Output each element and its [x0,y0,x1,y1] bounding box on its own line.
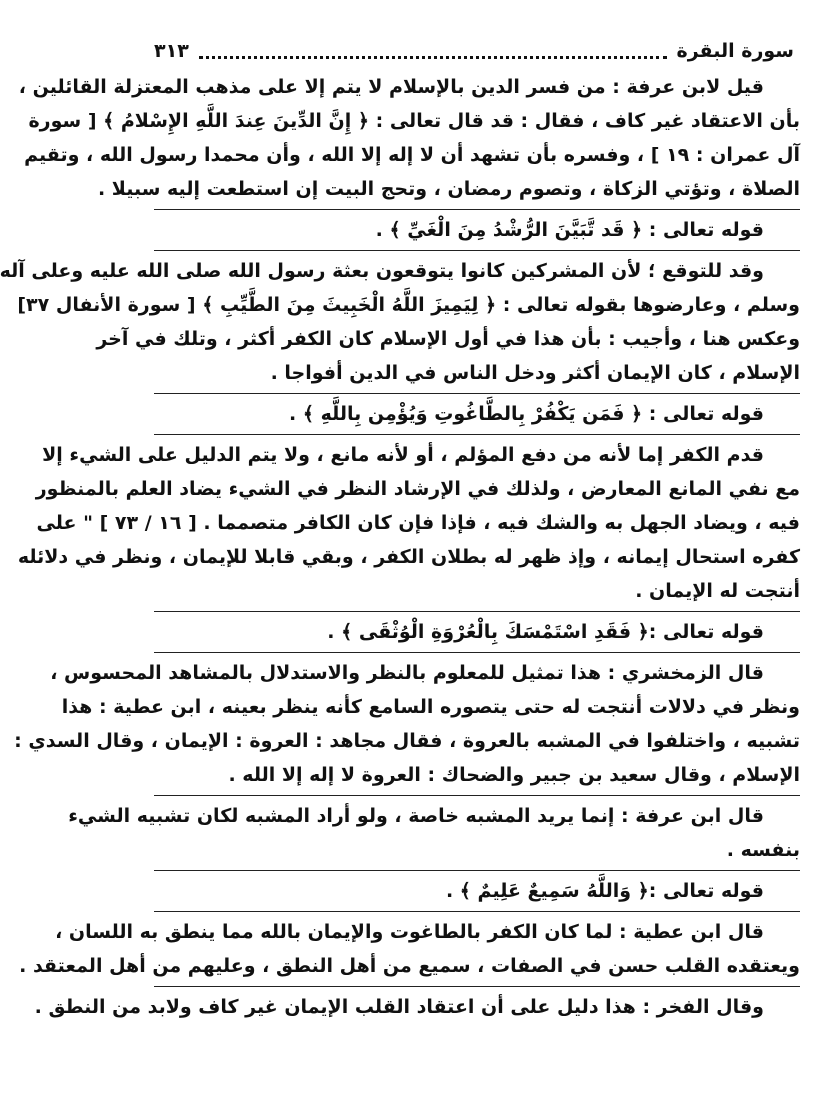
text-line: وقال الفخر : هذا دليل على أن اعتقاد القلب الإيمان غير كاف ولابد من النطق . [34,996,764,1018]
paragraph [14,656,800,792]
text-line: قال الزمخشري : هذا تمثيل للمعلوم بالنظر والاستدلال بالمشاهد المحسوس ، [50,662,764,684]
text-line: ونظر في دلالات أنتجت له حتى يتصوره السامع كأنه ينظر بعينه ، ابن عطية : هذا [61,696,800,718]
text-line: كفره استحال إيمانه ، وإذ ظهر له بطلان الكفر ، وبقي قابلا للإيمان ، ونظر في دلائله [17,546,800,568]
page-header [154,36,794,66]
text-line: وعكس هنا ، وأجيب : بأن هذا في أول الإسلام كان الكفر أكثر ، وتلك في آخر [96,328,800,350]
header-dotted-leader [199,56,667,59]
verse-heading-line: قوله تعالى :﴿ وَاللَّهُ سَمِيعٌ عَلِيمٌ ﴾ . [445,880,764,902]
text-line: قدم الكفر إما لأنه من دفع المؤلم ، أو لأنه مانع ، ولا يتم الدليل على الشيء إلا [42,444,764,466]
paragraph [17,438,800,608]
section-divider [154,434,800,435]
text-line: وسلم ، وعارضوها بقوله تعالى : ﴿ لِيَمِيزَ اللَّهُ الْخَبِيثَ مِنَ الطَّيِّبِ ﴾ [ سورة الأنفال ٣٧] [17,294,800,316]
text-line: ويعتقده القلب حسن في الصفات ، سميع من أهل النطق ، وعليهم من أهل المعتقد . [19,955,800,977]
paragraph [19,915,800,983]
verse-heading [154,874,800,908]
section-divider [154,986,800,987]
section-divider [154,652,800,653]
verse-heading-line: قوله تعالى : ﴿ قَد تَّبَيَّنَ الرُّشْدُ مِنَ الْغَيِّ ﴾ . [375,219,764,241]
paragraph [18,70,800,206]
text-line: فيه ، ويضاد الجهل به والشك فيه ، فإذا فإن كان الكافر متصمما . [ ١٦ / ٧٣ ] " على [36,512,800,534]
text-line: وقد للتوقع ؛ لأن المشركين كانوا يتوقعون بعثة رسول الله صلى الله عليه وعلى آله [0,260,764,282]
page-body [0,70,800,1024]
text-line: الصلاة ، وتؤتي الزكاة ، وتصوم رمضان ، وتحج البيت إن استطعت إليه سبيلا . [97,178,800,200]
verse-heading-line: قوله تعالى : ﴿ فَمَن يَكْفُرْ بِالطَّاغُوتِ وَيُؤْمِن بِاللَّهِ ﴾ . [289,403,764,425]
section-divider [154,250,800,251]
text-line: قال ابن عرفة : إنما يريد المشبه خاصة ، ولو أراد المشبه لكان تشبيه الشيء [68,805,764,827]
paragraph [0,254,800,390]
verse-heading [154,397,800,431]
text-line: آل عمران : ١٩ ] ، وفسره بأن تشهد أن لا إله إلا الله ، وأن محمدا رسول الله ، وتقيم [24,144,800,166]
text-line: بأن الاعتقاد غير كاف ، فقال : قد قال تعالى : ﴿ إِنَّ الدِّينَ عِندَ اللَّهِ الإِسْلامُ ﴾ [ سورة [28,110,800,132]
section-divider [154,795,800,796]
section-divider [154,911,800,912]
text-line: الإسلام ، وقال سعيد بن جبير والضحاك : العروة لا إله إلا الله . [228,764,800,786]
text-line: الإسلام ، كان الإيمان أكثر ودخل الناس في الدين أفواجا . [270,362,800,384]
text-line: بنفسه . [726,839,800,861]
section-divider [154,870,800,871]
text-line: قيل لابن عرفة : من فسر الدين بالإسلام لا يتم إلا على مذهب المعتزلة القائلين ، [18,76,764,98]
section-divider [154,209,800,210]
verse-heading [154,213,800,247]
surah-name: سورة البقرة [676,40,794,62]
verse-heading [154,615,800,649]
paragraph [68,799,800,867]
text-line: مع نفي المانع المعارض ، ولذلك في الإرشاد النظر في الشيء يضاد العلم بالمنظور [35,478,800,500]
text-line: قال ابن عطية : لما كان الكفر بالطاغوت والإيمان بالله مما ينطق به اللسان ، [55,921,764,943]
section-divider [154,611,800,612]
verse-heading-line: قوله تعالى :﴿ فَقَدِ اسْتَمْسَكَ بِالْعُرْوَةِ الْوُثْقَى ﴾ . [327,621,764,643]
page-number: ٣١٣ [154,40,189,62]
text-line: أنتجت له الإيمان . [635,580,800,602]
text-line: تشبيه ، واختلفوا في المشبه بالعروة ، فقال مجاهد : العروة : الإيمان ، وقال السدي : [14,730,800,752]
paragraph [34,990,800,1024]
section-divider [154,393,800,394]
